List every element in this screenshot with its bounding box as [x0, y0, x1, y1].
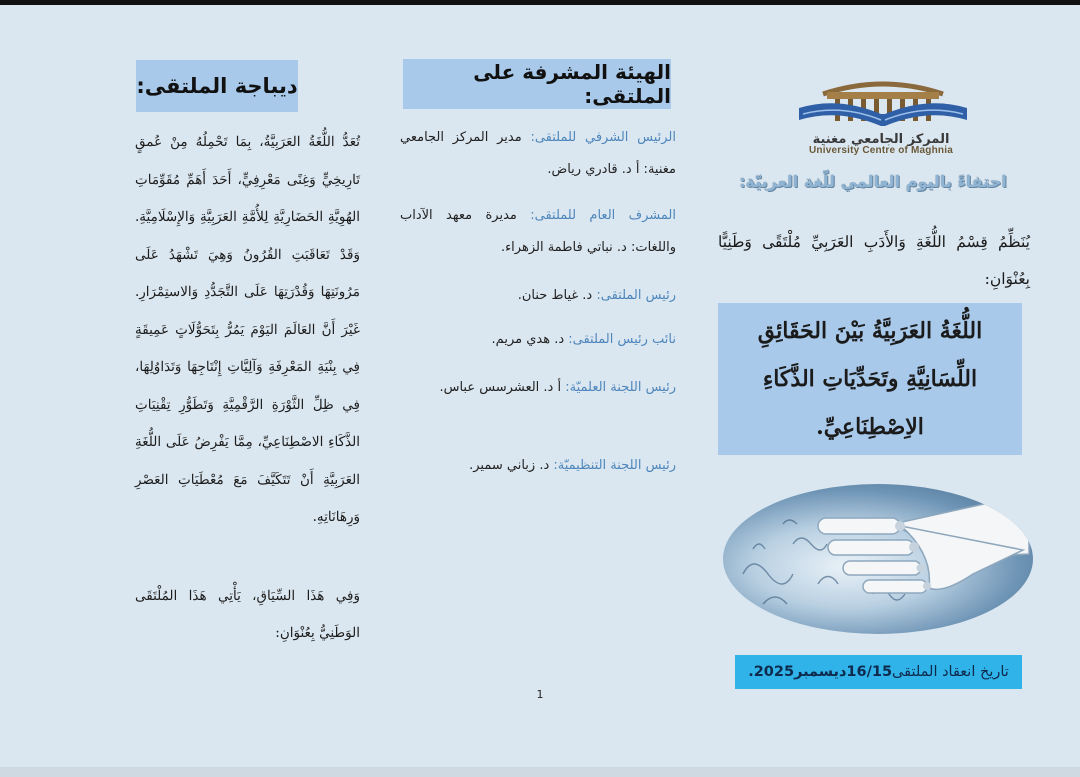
member-role: المشرف العام للملتقى:	[530, 208, 676, 223]
committee-member	[400, 122, 676, 186]
member-name: د. زباني سمير.	[469, 458, 554, 473]
intro-heading: ديباجة الملتقى:	[136, 60, 298, 112]
robot-hand-illustration	[723, 484, 1033, 634]
committee-member	[400, 200, 676, 264]
member-name: مدير المركز الجامعي مغنية: أ د. قادري رياض.	[400, 130, 676, 177]
committee-member	[400, 372, 676, 404]
committee-member	[400, 450, 676, 482]
committee-member	[400, 280, 676, 312]
member-role: رئيس الملتقى:	[596, 288, 676, 303]
organizer-statement: يُنَظِّمُ قِسْمُ اللُّغَةِ وَالأَدَبِ العَرَبِيِّ مُلْتَقًى وَطَنِيًّا بِعُنْوَانِ:	[718, 233, 1030, 288]
conference-title-box	[718, 303, 1022, 455]
logo-arabic-name: المركز الجامعي مغنية	[812, 132, 950, 147]
logo-english-name: University Centre of Maghnia	[809, 145, 953, 156]
date-value: 16/15ديسمبر2025.	[748, 664, 893, 680]
member-role: نائب رئيس الملتقى:	[568, 332, 676, 347]
conference-date	[735, 655, 1022, 689]
window-bottom-border	[0, 767, 1080, 777]
conference-title: اللُّغَةُ العَرَبِيَّةُ بَيْنَ الحَقَائِقِ اللِّسَانِيَّةِ وتَحَدِّيَاتِ الذَّكَاءِ الاِصْطِنَاعِيِّ.	[757, 318, 983, 440]
page-number: 1	[536, 688, 544, 701]
date-label: تاريخ انعقاد الملتقى	[892, 664, 1009, 680]
celebration-banner: احتفاءً باليوم العالمي للّغة العربيّة:	[739, 172, 1007, 191]
intro-paragraph-continued: وَفِي هَذَا السِّيَاقِ، يَأْتِي هَذَا المُلْتَقَى الوَطَنِيُّ بِعُنْوَانِ:	[135, 588, 360, 641]
member-name: أ د. العشرسس عباس.	[439, 380, 566, 395]
member-name: مديرة معهد الآداب واللغات: د. نباتي فاطمة الزهراء.	[400, 208, 676, 255]
member-role: رئيس اللجنة التنظيميّة:	[553, 458, 676, 473]
member-role: الرئيس الشرفي للملتقى:	[530, 130, 677, 145]
logo-caption	[789, 132, 973, 156]
member-role: رئيس اللجنة العلميّة:	[565, 380, 676, 395]
committee-member	[400, 324, 676, 356]
member-name: د. غياط حنان.	[517, 288, 597, 303]
robot-hand-image	[723, 484, 1033, 634]
member-name: د. هدي مريم.	[491, 332, 569, 347]
committee-heading: الهيئة المشرفة على الملتقى:	[403, 59, 671, 109]
intro-paragraph: تُعَدُّ اللُّغَةُ العَرَبِيَّةُ، بِمَا تَحْمِلُهُ مِنْ عُمقٍ تَارِيخِيٍّ وَغِنًى مَعْرِفِيٍّ، أَحَدَ أَهَمِّ مُقَوِّمَاتِ الهُوِيَّةِ الحَضَارِيَّةِ لِلأُمَّةِ العَرَبِيَّةِ وَالإِسْلَامِيَّةِ. وَقَدْ تَعَاقَبَتِ القُرُونُ وَهِيَ تَشْهَدُ عَلَى مَرُونَتِهَا وَقُدْرَتِهَا عَلَى التَّجَدُّدِ وَالاستِمْرَارِ. غَيْرَ أَنَّ العَالَمَ اليَوْمَ يَمُرُّ بِتَحَوُّلَاتٍ عَمِيقَةٍ فِي بِنْيَةِ المَعْرِفَةِ وَآلِيَّاتِ إِنْتَاجِهَا وَتَدَاوُلِهَا، فِي ظِلِّ الثَّوْرَةِ الرَّقْمِيَّةِ وَتَطَوُّرِ تِقْنِيَاتِ الذَّكَاءِ الاصْطِنَاعِيِّ، مِمَّا يَفْرِضُ عَلَى اللُّغَةِ العَرَبِيَّةِ أَنْ تَتَكَيَّفَ مَعَ مُعْطَيَاتِ العَصْرِ وَرِهَانَاتِهِ.	[135, 134, 360, 525]
